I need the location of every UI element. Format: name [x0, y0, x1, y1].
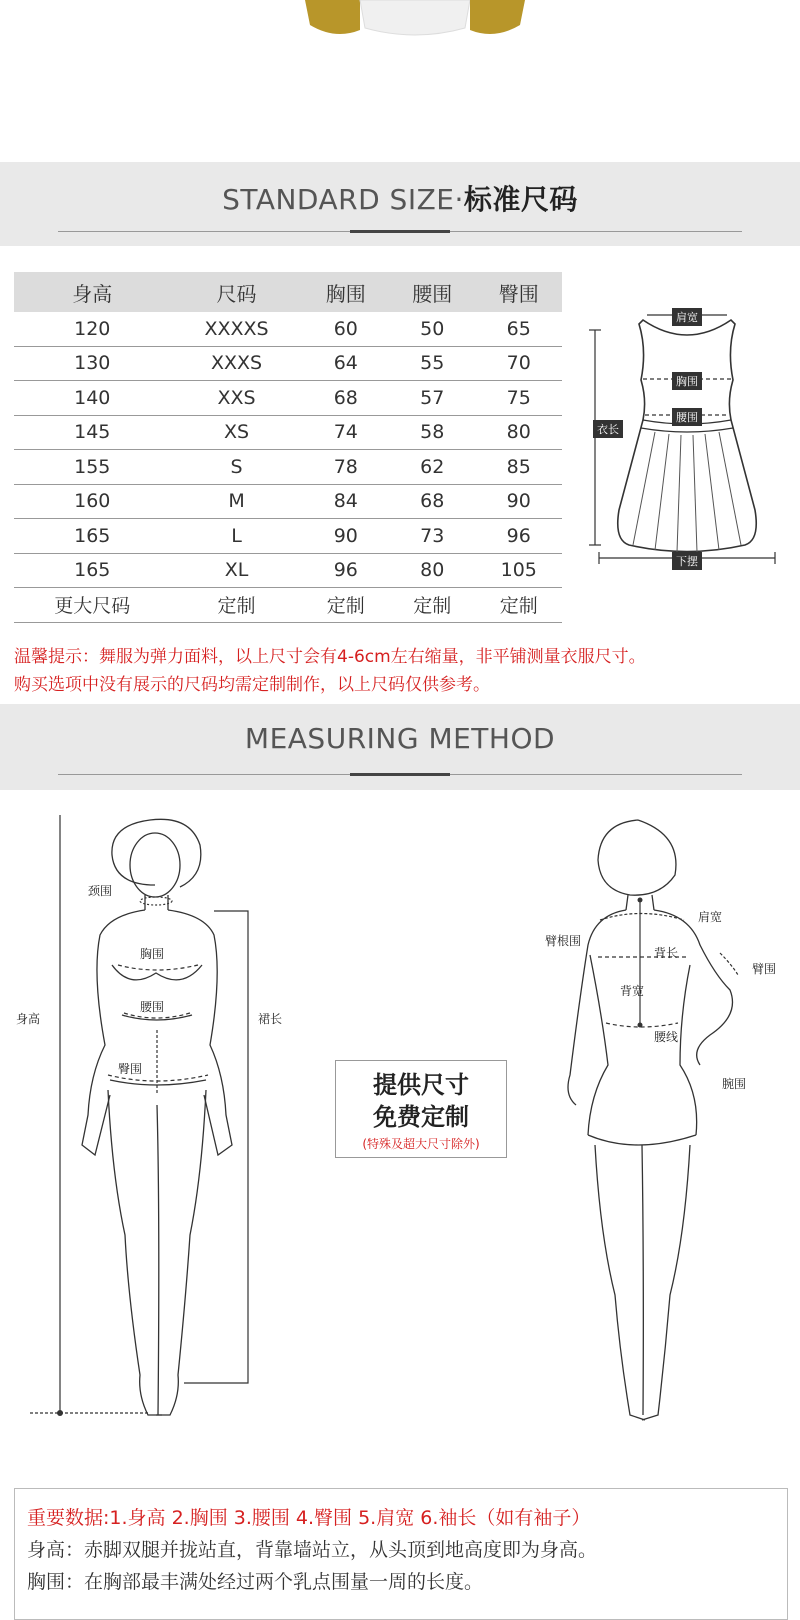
- cell: 65: [475, 312, 562, 346]
- cell: 140: [14, 381, 171, 416]
- tip-line-1: 温馨提示：舞服为弹力面料，以上尺寸会有4-6cm左右缩量，非平铺测量衣服尺寸。: [14, 647, 646, 667]
- table-row: [14, 450, 562, 485]
- header-height: 身高: [14, 272, 171, 312]
- table-row: [14, 312, 562, 346]
- tip-line-2: 购买选项中没有展示的尺码均需定制制作，以上尺码仅供参考。: [14, 675, 490, 695]
- cell: 105: [475, 553, 562, 588]
- important-data-line-2: 身高：赤脚双腿并拢站直，背靠墙站立，从头顶到地高度即为身高。: [27, 1539, 598, 1561]
- cell: 165: [14, 553, 171, 588]
- header-waist: 腰围: [389, 272, 475, 312]
- cell: 145: [14, 415, 171, 450]
- cell: 74: [303, 415, 389, 450]
- cell: XXXS: [171, 346, 303, 381]
- cell: S: [171, 450, 303, 485]
- front-label-neck: 颈围: [88, 884, 113, 898]
- table-row: [14, 484, 562, 519]
- cell: 96: [475, 519, 562, 554]
- cell: 84: [303, 484, 389, 519]
- front-label-hip: 臀围: [118, 1062, 143, 1076]
- table-row: [14, 519, 562, 554]
- cell: XXXXS: [171, 312, 303, 346]
- table-row: [14, 553, 562, 588]
- important-data-box: [14, 1488, 788, 1620]
- front-label-waist: 腰围: [140, 1000, 165, 1014]
- back-label-shoulder: 肩宽: [698, 910, 723, 924]
- dress-label-chest: 胸围: [672, 372, 702, 390]
- cell: 定制: [171, 588, 303, 623]
- free-line-1: 提供尺寸: [373, 1071, 469, 1099]
- cell: 50: [389, 312, 475, 346]
- front-label-chest: 胸围: [140, 947, 165, 961]
- cell: 定制: [303, 588, 389, 623]
- cell: XS: [171, 415, 303, 450]
- title-rule-accent: [350, 773, 450, 776]
- cell: 80: [475, 415, 562, 450]
- cell: 64: [303, 346, 389, 381]
- back-label-wrist: 腕围: [722, 1077, 747, 1091]
- cell: 57: [389, 381, 475, 416]
- cell: 70: [475, 346, 562, 381]
- table-row: [14, 415, 562, 450]
- measuring-method-title: MEASURING METHOD: [244, 722, 556, 755]
- dress-label-hem: 下摆: [672, 552, 702, 570]
- free-custom-box: [335, 1060, 507, 1158]
- cell: 更大尺码: [14, 588, 171, 623]
- cell: 55: [389, 346, 475, 381]
- cell: 90: [303, 519, 389, 554]
- table-row: [14, 346, 562, 381]
- header-chest: 胸围: [303, 272, 389, 312]
- cell: 90: [475, 484, 562, 519]
- cell: 165: [14, 519, 171, 554]
- dress-label-length: 衣长: [593, 420, 623, 438]
- cell: XL: [171, 553, 303, 588]
- cell: 120: [14, 312, 171, 346]
- cell: 68: [303, 381, 389, 416]
- dress-label-shoulder: 肩宽: [672, 308, 702, 326]
- cell: 85: [475, 450, 562, 485]
- cell: 定制: [475, 588, 562, 623]
- cell: 定制: [389, 588, 475, 623]
- standard-size-title: STANDARD SIZE·标准尺码: [222, 183, 578, 216]
- cell: 75: [475, 381, 562, 416]
- cell: 62: [389, 450, 475, 485]
- free-line-3: (特殊及超大尺寸除外): [362, 1137, 480, 1151]
- table-header-row: [14, 272, 562, 312]
- back-label-back-length: 背长: [654, 946, 679, 960]
- back-figure-diagram: [540, 815, 800, 1455]
- back-label-armhole: 臂根围: [545, 934, 582, 948]
- cell: 96: [303, 553, 389, 588]
- cell: 130: [14, 346, 171, 381]
- cell: M: [171, 484, 303, 519]
- size-table: [14, 272, 562, 623]
- cell: 58: [389, 415, 475, 450]
- cell: 68: [389, 484, 475, 519]
- table-row: [14, 588, 562, 623]
- header-size: 尺码: [171, 272, 303, 312]
- header-hip: 臀围: [475, 272, 562, 312]
- free-line-2: 免费定制: [373, 1103, 469, 1131]
- important-data-line-1: 重要数据:1.身高 2.胸围 3.腰围 4.臀围 5.肩宽 6.袖长（如有袖子）: [27, 1507, 591, 1529]
- title-rule-accent: [350, 230, 450, 233]
- front-label-skirt: 裙长: [258, 1012, 283, 1026]
- table-row: [14, 381, 562, 416]
- cell: 73: [389, 519, 475, 554]
- product-photo-fragment: [300, 0, 530, 40]
- back-label-back-width: 背宽: [620, 984, 645, 998]
- front-label-height: 身高: [16, 1012, 41, 1026]
- cell: L: [171, 519, 303, 554]
- cell: 155: [14, 450, 171, 485]
- back-label-arm: 臂围: [752, 962, 777, 976]
- dress-label-waist: 腰围: [672, 408, 702, 426]
- front-figure-diagram: [0, 815, 300, 1455]
- cell: XXS: [171, 381, 303, 416]
- cell: 78: [303, 450, 389, 485]
- cell: 160: [14, 484, 171, 519]
- cell: 80: [389, 553, 475, 588]
- important-data-line-3: 胸围：在胸部最丰满处经过两个乳点围量一周的长度。: [27, 1571, 484, 1593]
- cell: 60: [303, 312, 389, 346]
- back-label-waistline: 腰线: [654, 1030, 679, 1044]
